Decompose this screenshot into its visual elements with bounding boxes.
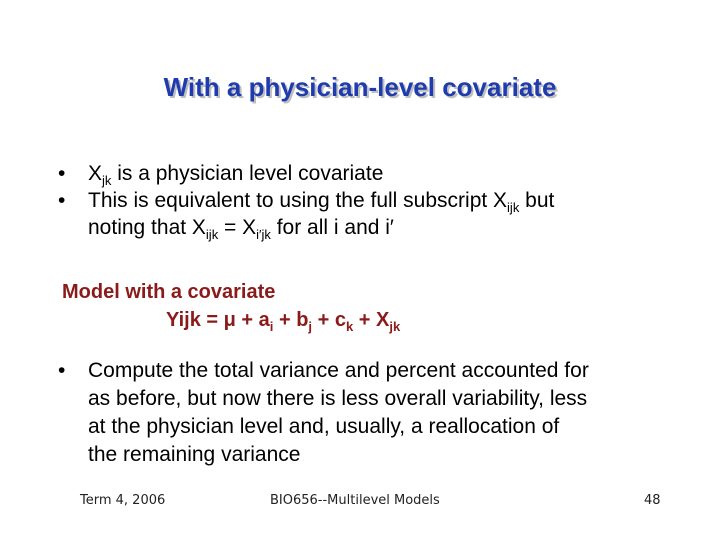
subscript: j	[308, 319, 313, 334]
page-number: 48	[644, 493, 661, 508]
model-block	[62, 278, 400, 334]
bullet-dot: •	[58, 189, 66, 212]
bullet-line: Compute the total variance and percent accounted for	[88, 359, 589, 382]
bullet-list	[58, 357, 678, 469]
subscript: jk	[102, 173, 112, 188]
bullet-text: noting that X	[88, 216, 206, 239]
bullet-text: This is equivalent to using the full subscript X	[88, 189, 508, 212]
eq-text: + c	[312, 309, 346, 331]
model-equation	[62, 306, 400, 334]
bullet-text: = X	[218, 216, 257, 239]
subscript: i	[269, 319, 274, 334]
bullet-item	[58, 160, 554, 187]
eq-text: + b	[273, 309, 309, 331]
bullet-line: at the physician level and, usually, a reallocation of	[88, 415, 560, 438]
bullet-dot: •	[58, 162, 66, 185]
eq-text: Yijk = μ + a	[166, 309, 270, 331]
bullet-item	[58, 187, 554, 241]
var-x: X	[88, 162, 103, 185]
bullet-list	[58, 160, 554, 241]
bullet-line: as before, but now there is less overall variability, less	[88, 387, 588, 410]
subscript: ijk	[507, 200, 520, 215]
subscript: k	[345, 319, 354, 334]
bullet-text: is a physician level covariate	[111, 162, 384, 185]
bullet-dot: •	[58, 359, 66, 382]
bullet-text: but	[519, 189, 555, 212]
bullet-item	[58, 357, 678, 469]
bullet-text: for all i and i′	[270, 216, 394, 239]
slide-title: With a physician-level covariate	[163, 72, 557, 102]
eq-text: + X	[353, 309, 390, 331]
footer-course: BIO656--Multilevel Models	[270, 493, 440, 508]
model-heading: Model with a covariate	[62, 281, 276, 303]
subscript: ijk	[205, 227, 219, 242]
subscript: i′jk	[256, 227, 271, 242]
footer-date: Term 4, 2006	[80, 493, 166, 508]
bullet-line: the remaining variance	[88, 443, 301, 466]
subscript: jk	[389, 319, 401, 334]
